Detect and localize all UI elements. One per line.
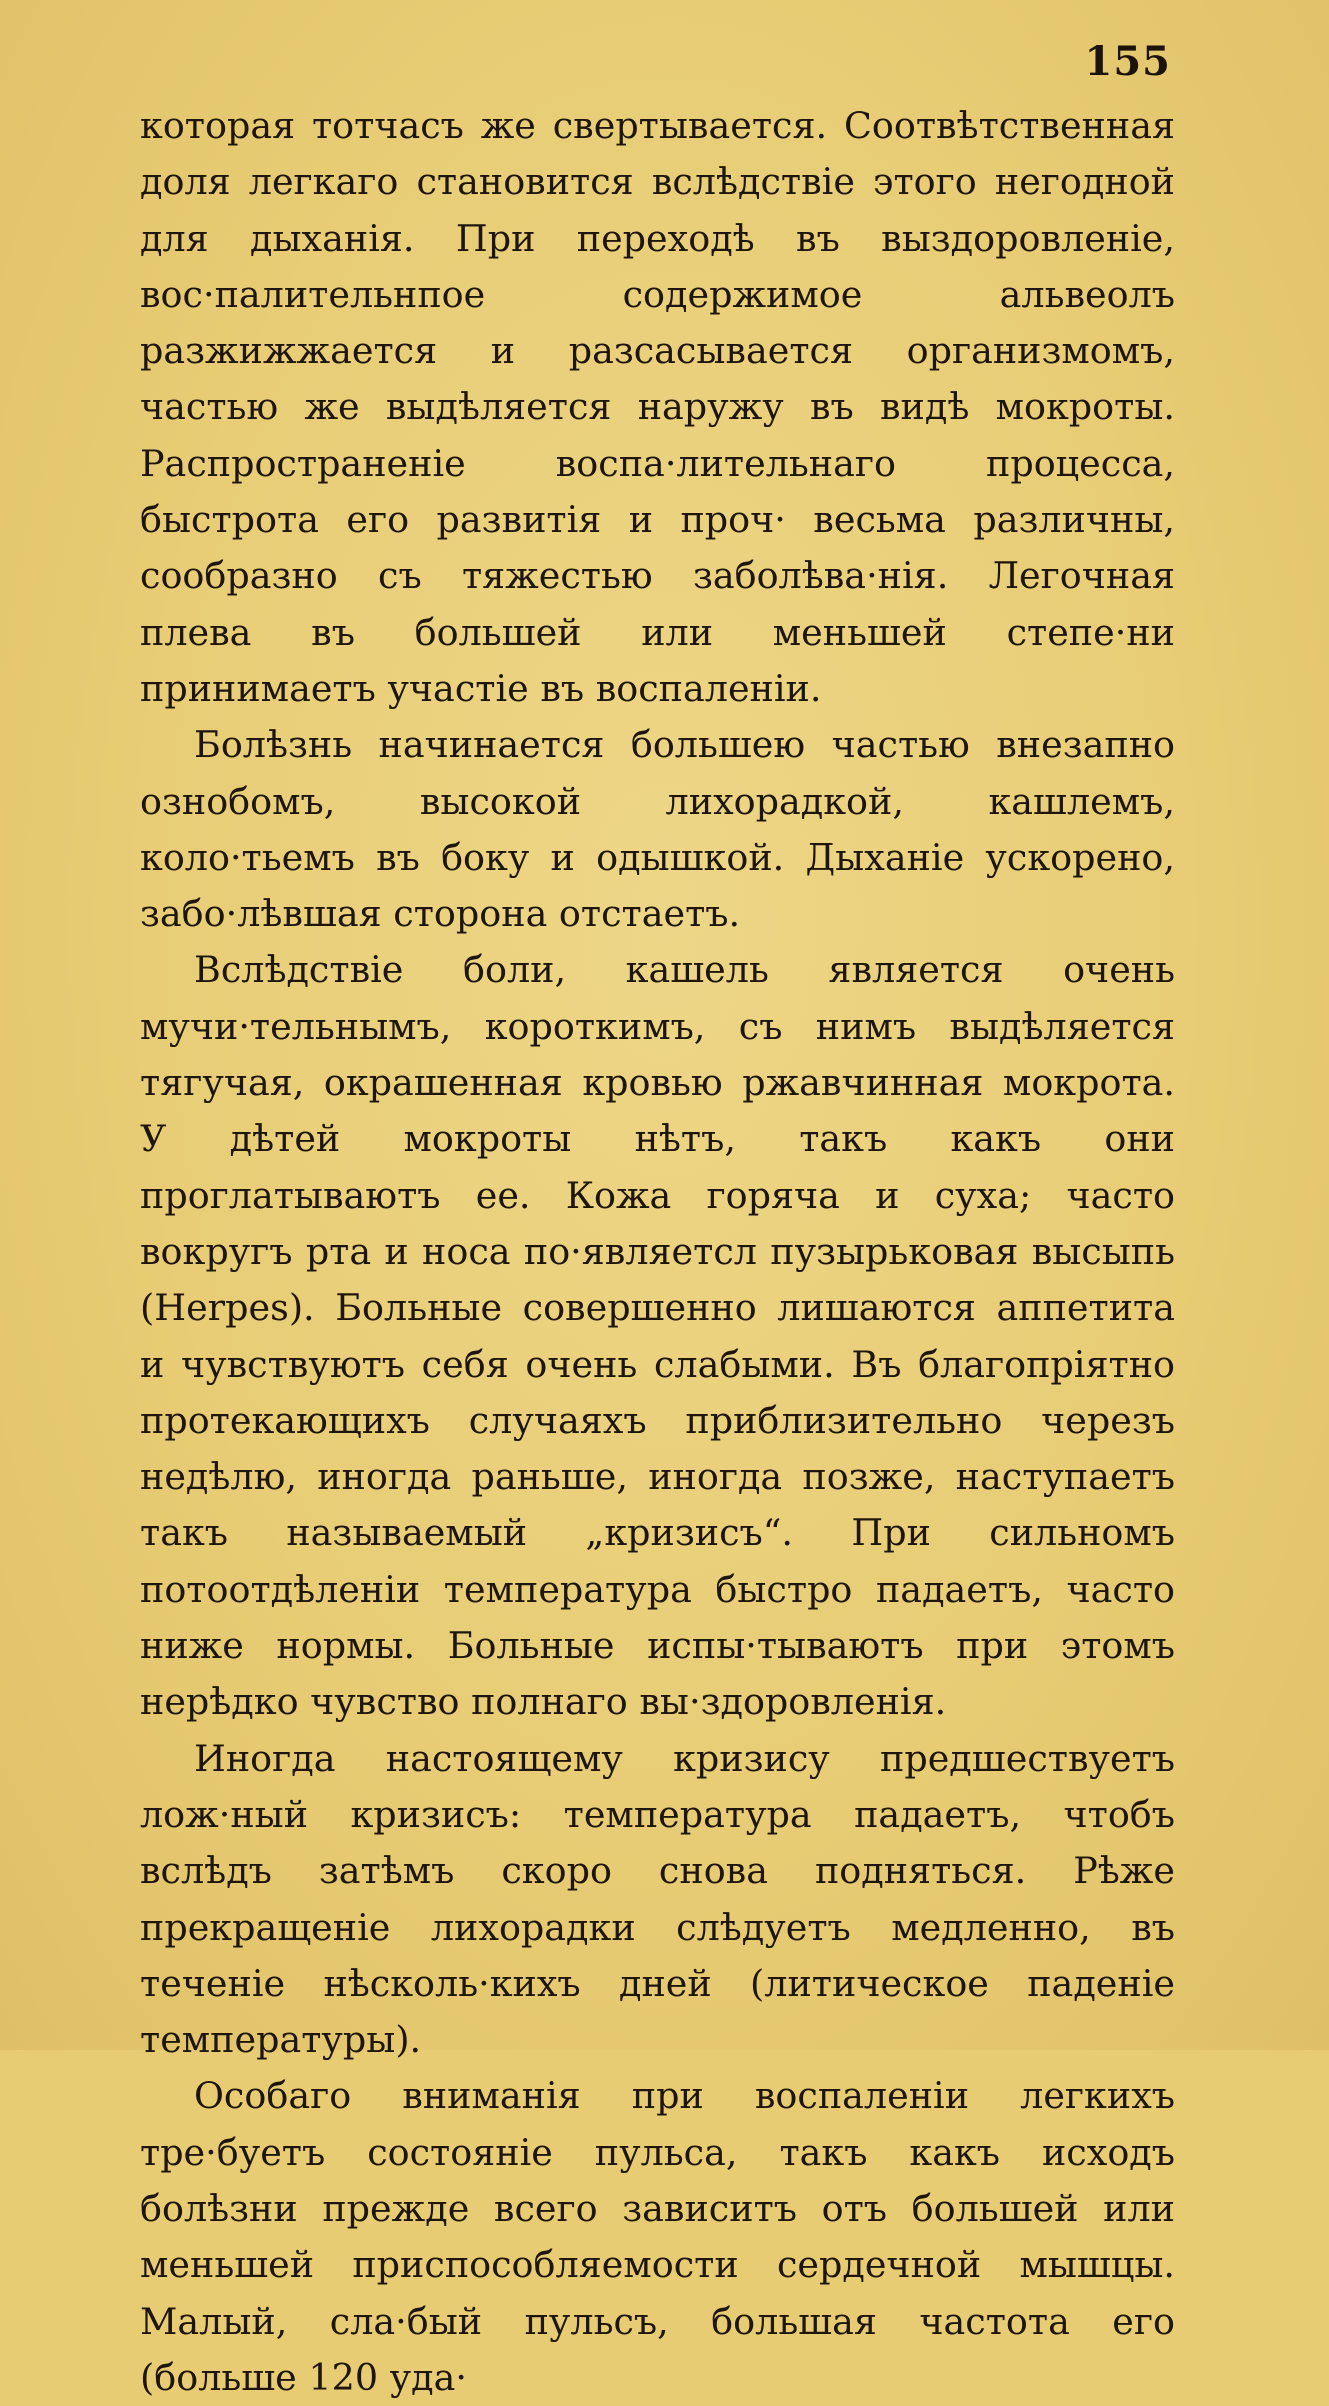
paragraph-3: Вслѣдствіе боли, кашель является очень мучи·тельнымъ, короткимъ, съ нимъ выдѣляется тягучая, окрашенная кровью ржавчинная мокрота. У дѣтей мокроты нѣтъ, такъ какъ они проглатываютъ ее. Кожа горяча и суха; часто вокругъ рта и носа по·являетсл пузырьковая высыпь (Herpes). Больные совершенно лишаются аппетита и чувствуютъ себя очень слабыми. Въ благопріятно протекающихъ случаяхъ приблизительно черезъ недѣлю, иногда раньше, иногда позже, наступаетъ такъ называемый „кризисъ“. При сильномъ потоотдѣленіи температура быстро падаетъ, часто ниже нормы. Больные испы·тываютъ при этомъ нерѣдко чувство полнаго вы·здоровленія. [140, 948, 1175, 1724]
body-text [140, 98, 1175, 2406]
paragraph-2: Болѣзнь начинается большею частью внезапно ознобомъ, высокой лихорадкой, кашлемъ, коло·тьемъ въ боку и одышкой. Дыханіе ускорено, забо·лѣвшая сторона отстаетъ. [140, 723, 1175, 936]
page-number: 155 [1084, 38, 1171, 85]
paragraph-4: Иногда настоящему кризису предшествуетъ лож·ный кризисъ: температура падаетъ, чтобъ вслѣдъ затѣмъ скоро снова подняться. Рѣже прекращеніе лихорадки слѣдуетъ медленно, въ теченіе нѣсколь·кихъ дней (литическое паденіе температуры). [140, 1736, 1175, 2062]
paragraph-1: которая тотчасъ же свертывается. Соотвѣтственная доля легкаго становится вслѣдствіе этого негодной для дыханія. При переходѣ въ выздоровленіе, вос·палительнпое содержимое альвеолъ разжижжается и разсасывается организмомъ, частью же выдѣляется наружу въ видѣ мокроты. Распространеніе воспа·лительнаго процесса, быстрота его развитія и проч· весьма различны, сообразно съ тяжестью заболѣва·нія. Легочная плева въ большей или меньшей степе·ни принимаетъ участіе въ воспаленіи. [140, 104, 1175, 710]
paragraph-5: Особаго вниманія при воспаленіи легкихъ тре·буетъ состояніе пульса, такъ какъ исходъ болѣзни прежде всего зависитъ отъ большей или меньшей приспособляемости сердечной мышцы. Малый, сла·бый пульсъ, большая частота его (больше 120 уда· [140, 2074, 1175, 2399]
